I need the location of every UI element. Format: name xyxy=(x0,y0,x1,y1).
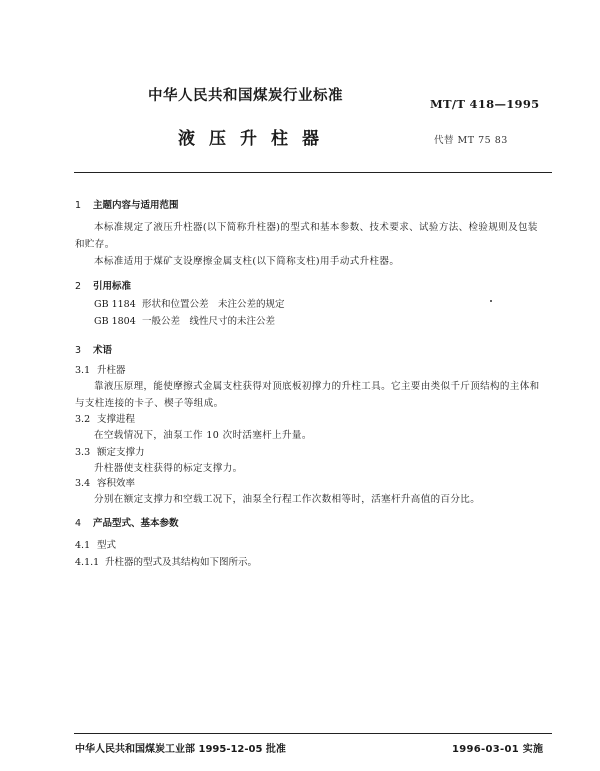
term-name: 额定支撑力 xyxy=(97,447,145,458)
subsection-4-1-heading xyxy=(75,537,116,551)
section-4-title: 产品型式、基本参数 xyxy=(93,518,179,529)
reference-code: GB 1804 xyxy=(94,316,136,327)
section-4-number: 4 xyxy=(75,518,82,529)
section-2-number: 2 xyxy=(75,281,82,292)
reference-text: 形状和位置公差 未注公差的规定 xyxy=(142,299,285,310)
footer-rule xyxy=(74,733,552,734)
section-3-number: 3 xyxy=(75,345,82,356)
section-1-heading xyxy=(75,197,179,211)
term-definition: 升柱器使支柱获得的标定支撑力。 xyxy=(94,463,243,474)
subsection-4-1-1 xyxy=(75,554,257,568)
reference-item xyxy=(94,313,275,330)
section-1-number: 1 xyxy=(75,200,82,211)
reference-item xyxy=(94,296,285,313)
reference-code: GB 1184 xyxy=(94,299,136,310)
section-4-heading xyxy=(75,515,179,529)
subsection-title: 型式 xyxy=(97,540,117,551)
section-1-title: 主题内容与适用范围 xyxy=(93,200,179,211)
subsubsection-number: 4.1.1 xyxy=(75,557,100,568)
term-number: 3.2 xyxy=(75,414,91,425)
reference-text: 一般公差 线性尺寸的未注公差 xyxy=(142,316,276,327)
term-definition: 靠液压原理，能使摩擦式金属支柱获得对顶底板初撑力的升柱工具。它主要由类似千斤顶结构的主体和与支柱连接的卡子、楔子等组成。 xyxy=(75,381,540,409)
term-heading xyxy=(75,475,135,489)
scan-speck xyxy=(490,300,492,302)
section-1-paragraph-2: 本标准适用于煤矿支设摩擦金属支柱(以下简称支柱)用手动式升柱器。 xyxy=(94,256,400,267)
standard-organization: 中华人民共和国煤炭行业标准 xyxy=(148,88,343,104)
section-2-title: 引用标准 xyxy=(93,281,132,292)
term-heading xyxy=(75,444,145,458)
term-number: 3.1 xyxy=(75,365,91,376)
term-number: 3.3 xyxy=(75,447,91,458)
term-name: 升柱器 xyxy=(97,365,126,376)
subsubsection-text: 升柱器的型式及其结构如下图所示。 xyxy=(105,557,258,568)
term-heading xyxy=(75,411,135,425)
section-2-heading xyxy=(75,278,131,292)
term-number: 3.4 xyxy=(75,478,91,489)
term-name: 容积效率 xyxy=(97,478,136,489)
term-name: 支撑进程 xyxy=(97,414,136,425)
section-3-title: 术语 xyxy=(93,345,113,356)
implementation-date: 1996-03-01 实施 xyxy=(452,744,544,755)
term-definition: 分别在额定支撑力和空载工况下，油泵全行程工作次数相等时，活塞杆升高值的百分比。 xyxy=(94,494,481,505)
section-1-paragraph-1: 本标准规定了液压升柱器(以下简称升柱器)的型式和基本参数、技术要求、试验方法、检验规则及包装和贮存。 xyxy=(75,222,538,250)
document-title: 液压升柱器 xyxy=(178,129,333,149)
term-definition: 在空载情况下，油泵工作 10 次时活塞杆上升量。 xyxy=(94,430,312,441)
subsection-number: 4.1 xyxy=(75,540,91,551)
replaces-note: 代替 MT 75 83 xyxy=(434,135,508,146)
term-heading xyxy=(75,362,126,376)
approval-line: 中华人民共和国煤炭工业部 1995-12-05 批准 xyxy=(75,744,286,755)
header-rule xyxy=(74,172,552,173)
standard-code: MT/T 418—1995 xyxy=(430,97,540,111)
section-3-heading xyxy=(75,342,112,356)
